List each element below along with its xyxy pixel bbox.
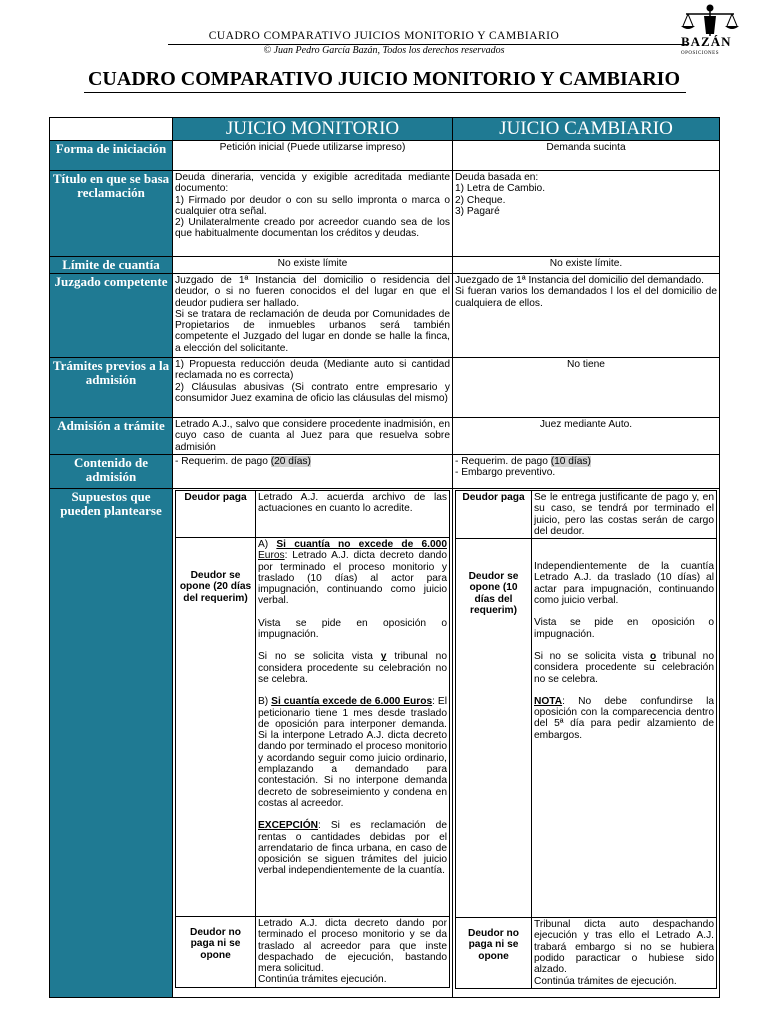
no-paga-cambiario bbox=[532, 918, 717, 989]
sub-row-opone bbox=[176, 538, 450, 917]
title-underline bbox=[84, 92, 686, 93]
juzgado-cambiario-line: Juezgado de 1ª Instancia del domicilio del demandado. bbox=[455, 275, 705, 286]
limite-monitorio: No existe límite bbox=[173, 257, 453, 274]
row-juzgado bbox=[50, 274, 720, 358]
admision-monitorio: Letrado A.J., salvo que considere procedente inadmisión, en cuyo caso de cuanta al Juez para que resuelva sobre admisión bbox=[173, 418, 453, 455]
supuestos-monitorio bbox=[173, 489, 453, 998]
titulo-cambiario-line: 2) Cheque. bbox=[455, 194, 506, 206]
opone-no-vista-b: tribunal no considera procedente su celebración no se celebra. bbox=[258, 651, 448, 685]
sub-label-no-paga: Deudor no paga ni se opone bbox=[456, 918, 532, 989]
opone-a-text: : Letrado A.J. dicta decreto dando por terminado el proceso monitorio y traslado (10 días) al actor para impugnación, continuando como juicio verbal. bbox=[258, 550, 447, 607]
header-title: CUADRO COMPARATIVO JUICIOS MONITORIO Y CAMBIARIO bbox=[208, 30, 560, 42]
row-label-contenido: Contenido de admisión bbox=[50, 455, 173, 489]
supuestos-cambiario bbox=[453, 489, 720, 998]
opone-cambiario-nota-text: : No debe confundirse la oposición con la comparecencia dentro del 5ª día para pedir alzamiento de embargos. bbox=[534, 695, 714, 741]
sub-row-no-paga bbox=[176, 917, 450, 988]
sub-label-no-paga: Deudor no paga ni se opone bbox=[176, 917, 256, 988]
sub-row-no-paga bbox=[456, 918, 717, 989]
juzgado-monitorio-line: Juzgado de 1ª Instancia del domicilio o residencia del deudor, o si no fueren conocidos el del lugar en que el deudor pudiera ser hallado. bbox=[175, 275, 450, 309]
row-supuestos bbox=[50, 489, 720, 998]
logo-subtitle: OPOSICIONES bbox=[681, 51, 720, 56]
opone-cambiario-vista: Vista se pide en oposición o impugnación. bbox=[534, 617, 714, 640]
column-header-cambiario: JUICIO CAMBIARIO bbox=[453, 118, 720, 141]
sub-row-paga bbox=[456, 491, 717, 539]
opone-monitorio bbox=[256, 538, 450, 917]
row-admision bbox=[50, 418, 720, 455]
contenido-cambiario-text: - Requerim. de pago bbox=[455, 456, 551, 467]
no-paga-monitorio-line: Letrado A.J. dicta decreto dando por terminado el proceso monitorio y se da traslado al acreedor para que inste despachado de ejecución, bastando mera solicitud. bbox=[258, 918, 447, 975]
opone-no-vista-a: Si no se solicita vista bbox=[258, 651, 381, 663]
contenido-monitorio-plazo: (20 días) bbox=[270, 456, 311, 467]
tramites-monitorio bbox=[173, 358, 453, 418]
sub-row-paga bbox=[176, 491, 450, 538]
juzgado-cambiario-line: Si fueran varios los demandados l los el del domicilio de cualquiera de ellos. bbox=[455, 286, 717, 309]
row-label-supuestos: Supuestos que pueden plantearse bbox=[50, 489, 173, 998]
page-title: CUADRO COMPARATIVO JUICIO MONITORIO Y CAMBIARIO bbox=[87, 68, 680, 90]
titulo-monitorio-line: Deuda dineraria, vencida y exigible acreditada mediante documento: bbox=[175, 172, 450, 195]
corner-cell bbox=[50, 118, 173, 141]
contenido-cambiario-plazo: (10 días) bbox=[550, 456, 591, 467]
opone-cambiario-no-vista-o: o bbox=[649, 650, 657, 662]
sub-row-opone bbox=[456, 539, 717, 918]
row-label-forma: Forma de iniciación bbox=[50, 141, 173, 171]
row-label-tramites: Trámites previos a la admisión bbox=[50, 358, 173, 418]
tramites-monitorio-line: 1) Propuesta reducción deuda (Mediante auto si cantidad reclamada no es correcta) bbox=[175, 359, 450, 382]
forma-monitorio: Petición inicial (Puede utilizarse impreso) bbox=[173, 141, 453, 171]
sub-label-opone: Deudor se opone (20 días del requerim) bbox=[176, 538, 256, 917]
row-contenido bbox=[50, 455, 720, 489]
titulo-cambiario-line: 1) Letra de Cambio. bbox=[455, 183, 546, 195]
juzgado-monitorio bbox=[173, 274, 453, 358]
opone-cambiario bbox=[532, 539, 717, 918]
column-header-monitorio: JUICIO MONITORIO bbox=[173, 118, 453, 141]
opone-excepcion-heading: EXCEPCIÓN bbox=[258, 820, 319, 832]
tramites-monitorio-line: 2) Cláusulas abusivas (Si contrato entre empresario y consumidor Juez examina de oficio las cláusulas del mismo) bbox=[175, 381, 450, 404]
titulo-monitorio-line: 2) Unilateralmente creado por acreedor cuando sea de los que habitualmente documentan los créditos y deudas. bbox=[175, 217, 450, 240]
opone-monitorio-vista: Vista se pide en oposición o impugnación. bbox=[258, 617, 447, 641]
titulo-monitorio-line: 1) Firmado por deudor o con su sello impronta o marca o cualquier otra señal. bbox=[175, 194, 450, 217]
opone-b-heading: Si cuantía excede de 6.000 Euros bbox=[271, 696, 433, 708]
row-label-limite: Límite de cuantía bbox=[50, 257, 173, 274]
header-copyright: © Juan Pedro García Bazán, Todos los derechos reservados bbox=[263, 45, 505, 56]
row-titulo bbox=[50, 171, 720, 257]
no-paga-monitorio bbox=[256, 917, 450, 988]
opone-cambiario-no-vista-a: Si no se solicita vista bbox=[534, 650, 650, 662]
no-paga-cambiario-line: Continúa trámites de ejecución. bbox=[534, 975, 677, 987]
row-label-juzgado: Juzgado competente bbox=[50, 274, 173, 358]
no-paga-monitorio-line: Continúa trámites ejecución. bbox=[258, 974, 387, 986]
opone-cambiario-nota-heading: NOTA bbox=[534, 695, 563, 707]
contenido-cambiario-embargo: - Embargo preventivo. bbox=[455, 467, 556, 479]
row-forma bbox=[50, 141, 720, 171]
opone-no-vista-y: y bbox=[380, 651, 387, 663]
sub-label-paga: Deudor paga bbox=[176, 491, 256, 538]
row-label-titulo: Título en que se basa reclamación bbox=[50, 171, 173, 257]
supuestos-monitorio-table bbox=[175, 490, 450, 988]
contenido-cambiario bbox=[453, 455, 720, 489]
admision-cambiario: Juez mediante Auto. bbox=[453, 418, 720, 455]
row-limite bbox=[50, 257, 720, 274]
juzgado-cambiario bbox=[453, 274, 720, 358]
opone-a-heading-unit: Euros bbox=[258, 550, 285, 562]
opone-excepcion-text: : Si es reclamación de rentas o cantidades debidas por el arrendatario de finca urbana, en caso de oposición se siguen trámites del juicio verbal independientemente de la cuantía. bbox=[258, 820, 447, 877]
opone-b-text: : El peticionario tiene 1 mes desde traslado de oposición para interponer demanda. Si la interpone Letrado A.J. dicta decreto dando por terminado el proceso monitorio y acordando seguir como juicio ordinario, emplazando a demandado para contestación. Si no interpone demanda decreto de sobreseimiento y condena en costas al acreedor. bbox=[258, 696, 447, 809]
forma-cambiario: Demanda sucinta bbox=[453, 141, 720, 171]
limite-cambiario: No existe límite. bbox=[453, 257, 720, 274]
opone-a-prefix: A) bbox=[258, 539, 277, 550]
row-tramites bbox=[50, 358, 720, 418]
logo-wordmark: BAZÁN bbox=[681, 34, 732, 49]
opone-cambiario-no-vista-b: tribunal no considera procedente su celebración no se celebra. bbox=[534, 650, 714, 685]
sub-label-paga: Deudor paga bbox=[456, 491, 532, 539]
comparison-table bbox=[49, 117, 720, 998]
opone-a-heading: Si cuantía no excede de 6.000 bbox=[276, 539, 447, 550]
titulo-cambiario bbox=[453, 171, 720, 257]
titulo-cambiario-line: 3) Pagaré bbox=[455, 205, 500, 217]
titulo-monitorio bbox=[173, 171, 453, 257]
supuestos-cambiario-table bbox=[455, 490, 717, 989]
row-label-admision: Admisión a trámite bbox=[50, 418, 173, 455]
paga-monitorio: Letrado A.J. acuerda archivo de las actuaciones en cuanto lo acredite. bbox=[256, 491, 450, 538]
opone-b-prefix: B) bbox=[258, 696, 272, 708]
juzgado-monitorio-line: Si se tratara de reclamación de deuda por Comunidades de Propietarios de inmuebles urbanos será también competente el Juzgado del lugar en donde se halle la finca, a elección del solicitante. bbox=[175, 308, 450, 354]
tramites-cambiario: No tiene bbox=[453, 358, 720, 418]
titulo-cambiario-line: Deuda basada en: bbox=[455, 172, 539, 183]
contenido-monitorio bbox=[173, 455, 453, 489]
paga-cambiario: Se le entrega justificante de pago y, en su caso, se tendrá por terminado el juicio, pero las costas serán de cargo del deudor. bbox=[532, 491, 717, 539]
sub-label-opone: Deudor se opone (10 días del requerim) bbox=[456, 539, 532, 918]
no-paga-cambiario-line: Tribunal dicta auto despachando ejecución y tras ello el Letrado A.J. trabará embargo si no se hubiera podido paracticar o hubiese sido alzado. bbox=[534, 919, 714, 976]
opone-cambiario-p1: Independientemente de la cuantía Letrado A.J. da traslado (10 días) al actar para impugnación, continuando como juicio verbal. bbox=[534, 561, 714, 607]
column-header-row bbox=[50, 118, 720, 141]
contenido-monitorio-text: - Requerim. de pago bbox=[175, 456, 271, 467]
